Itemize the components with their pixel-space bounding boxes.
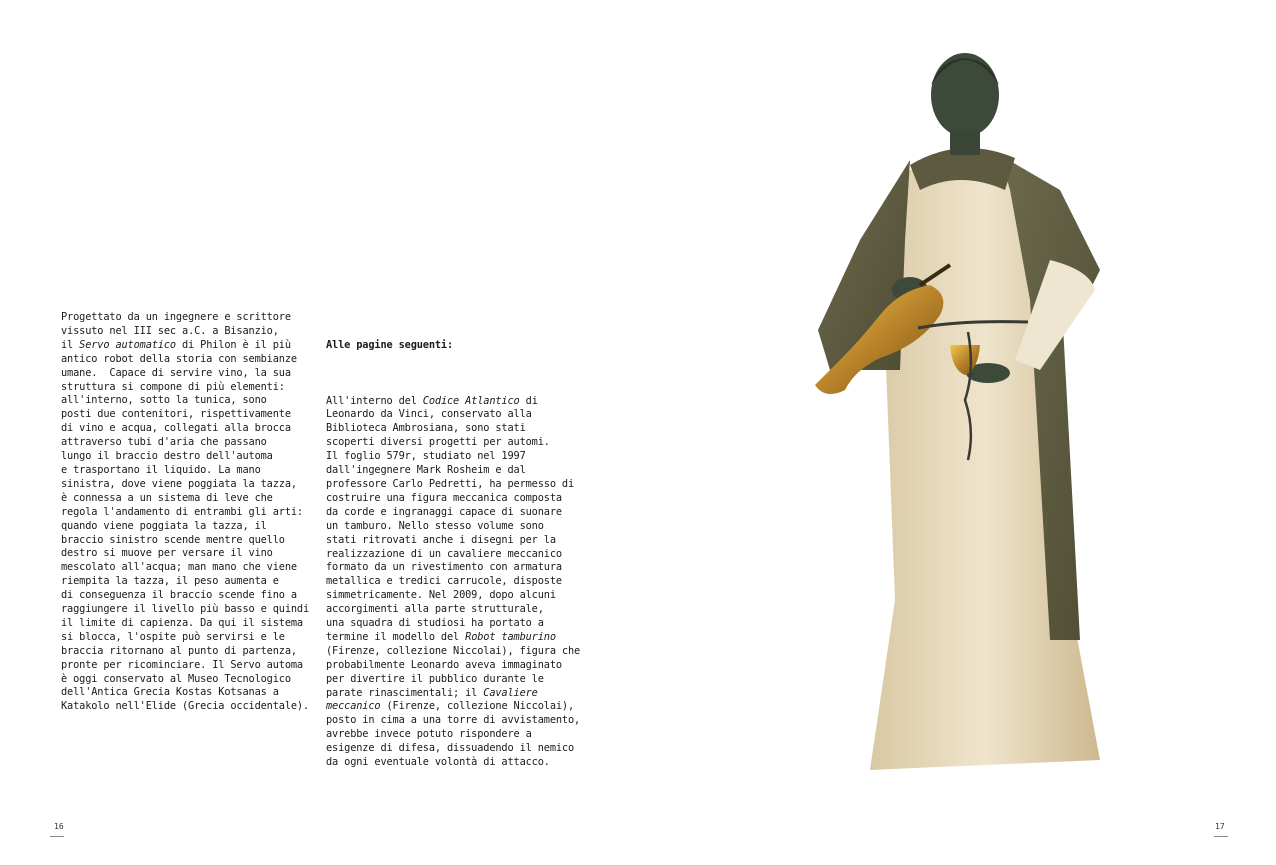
text-line: all'interno, sotto la tunica, sono bbox=[61, 394, 267, 407]
text-line: braccio sinistro scende mentre quello bbox=[61, 533, 285, 546]
text-line: costruire una figura meccanica composta bbox=[326, 491, 562, 504]
left-text-column bbox=[61, 311, 311, 714]
text-line: scoperti diversi progetti per automi. bbox=[326, 436, 550, 449]
text-line: il limite di capienza. Da qui il sistema bbox=[61, 616, 303, 629]
text-line: Katakolo nell'Elide (Grecia occidentale). bbox=[61, 700, 310, 713]
text-line: quando viene poggiata la tazza, il bbox=[61, 519, 267, 532]
text-line: di vino e acqua, collegati alla brocca bbox=[61, 422, 291, 435]
text-line: pronte per ricominciare. Il Servo automa bbox=[61, 658, 303, 671]
text-line: vissuto nel III sec a.C. a Bisanzio, bbox=[61, 324, 279, 337]
text-line: si blocca, l'ospite può servirsi e le bbox=[61, 630, 285, 643]
text-line: avrebbe invece potuto rispondere a bbox=[326, 728, 532, 741]
text-line: probabilmente Leonardo aveva immaginato bbox=[326, 658, 562, 671]
text-line: di conseguenza il braccio scende fino a bbox=[61, 589, 297, 602]
text-line: umane. Capace di servire vino, la sua bbox=[61, 366, 291, 379]
text-line: mescolato all'acqua; man mano che viene bbox=[61, 561, 297, 574]
text-line: destro si muove per versare il vino bbox=[61, 547, 273, 560]
text-line: Leonardo da Vinci, conservato alla bbox=[326, 408, 532, 421]
text-line: struttura si compone di più elementi: bbox=[61, 380, 285, 393]
page-number-rule-left bbox=[50, 836, 64, 837]
automaton-statue-photo bbox=[800, 40, 1120, 780]
text-line: riempita la tazza, il peso aumenta e bbox=[61, 575, 279, 588]
text-line: sinistra, dove viene poggiata la tazza, bbox=[61, 477, 297, 490]
text-line: da corde e ingranaggi capace di suonare bbox=[326, 505, 562, 518]
text-line: posti due contenitori, rispettivamente bbox=[61, 408, 291, 421]
text-line: All'interno del Codice Atlantico di bbox=[326, 394, 538, 407]
text-line: (Firenze, collezione Niccolai), figura che bbox=[326, 644, 581, 657]
text-line: antico robot della storia con sembianze bbox=[61, 352, 297, 365]
page-number-rule-right bbox=[1214, 836, 1228, 837]
page-number-left: 16 bbox=[54, 822, 64, 831]
text-line: professore Carlo Pedretti, ha permesso di bbox=[326, 477, 575, 490]
text-line: un tamburo. Nello stesso volume sono bbox=[326, 519, 544, 532]
text-line: accorgimenti alla parte strutturale, bbox=[326, 603, 544, 616]
text-line: per divertire il pubblico durante le bbox=[326, 672, 544, 685]
text-line: regola l'andamento di entrambi gli arti: bbox=[61, 505, 303, 518]
text-line: termine il modello del Robot tamburino bbox=[326, 630, 556, 643]
text-line: metallica e tredici carrucole, disposte bbox=[326, 575, 562, 588]
text-line: lungo il braccio destro dell'automa bbox=[61, 450, 273, 463]
page-number-right: 17 bbox=[1215, 822, 1225, 831]
text-line: esigenze di difesa, dissuadendo il nemico bbox=[326, 742, 575, 755]
text-line: Progettato da un ingegnere e scrittore bbox=[61, 311, 291, 323]
text-line: e trasportano il liquido. La mano bbox=[61, 463, 261, 476]
text-line: il Servo automatico di Philon è il più bbox=[61, 338, 291, 351]
text-line: stati ritrovati anche i disegni per la bbox=[326, 533, 556, 546]
text-line: braccia ritornano al punto di partenza, bbox=[61, 644, 297, 657]
text-line: realizzazione di un cavaliere meccanico bbox=[326, 547, 562, 560]
text-line: simmetricamente. Nel 2009, dopo alcuni bbox=[326, 589, 556, 602]
text-line: Biblioteca Ambrosiana, sono stati bbox=[326, 422, 526, 435]
right-column-body bbox=[326, 395, 586, 770]
right-text-column bbox=[326, 311, 586, 784]
text-line: formato da un rivestimento con armatura bbox=[326, 561, 562, 574]
text-line: raggiungere il livello più basso e quindi bbox=[61, 603, 310, 616]
text-line: posto in cima a una torre di avvistamento, bbox=[326, 714, 581, 727]
text-line: è oggi conservato al Museo Tecnologico bbox=[61, 672, 291, 685]
text-line: parate rinascimentali; il Cavaliere bbox=[326, 686, 538, 699]
text-line: è connessa a un sistema di leve che bbox=[61, 491, 273, 504]
right-column-heading: Alle pagine seguenti: bbox=[326, 338, 454, 351]
text-line: attraverso tubi d'aria che passano bbox=[61, 436, 267, 449]
text-line: dall'ingegnere Mark Rosheim e dal bbox=[326, 464, 526, 477]
text-line: Il foglio 579r, studiato nel 1997 bbox=[326, 450, 526, 463]
text-line: una squadra di studiosi ha portato a bbox=[326, 617, 544, 630]
text-line: dell'Antica Grecia Kostas Kotsanas a bbox=[61, 686, 279, 699]
text-line: da ogni eventuale volontà di attacco. bbox=[326, 756, 550, 769]
text-line: meccanico (Firenze, collezione Niccolai), bbox=[326, 700, 575, 713]
